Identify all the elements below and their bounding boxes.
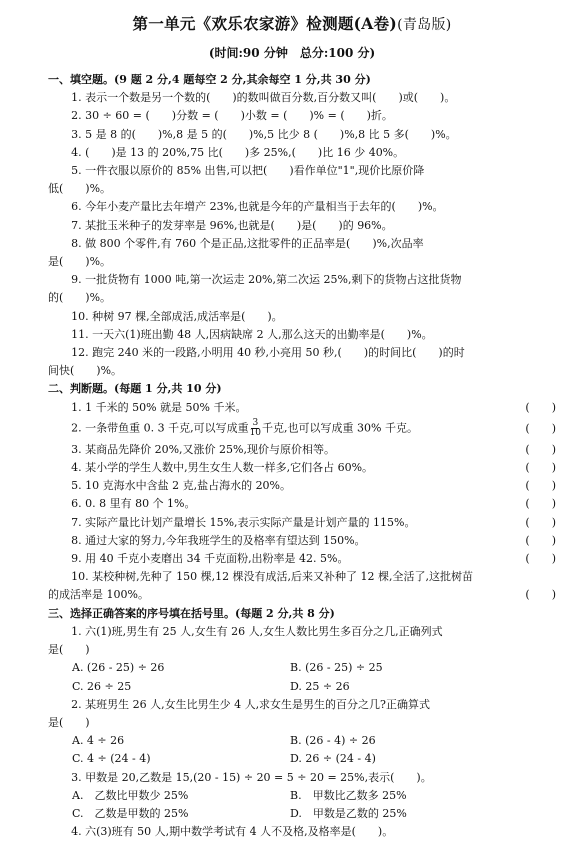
choice-q2-line1: 2. 某班男生 26 人,女生比男生少 4 人,求女生是男生的百分之几?正确算式 xyxy=(71,697,430,711)
choice-q4: 4. 六(3)班有 50 人,期中数学考试有 4 人不及格,及格率是( )。 xyxy=(71,825,394,839)
judge-item-text: 9. 用 40 千克小麦磨出 34 千克面粉,出粉率是 42. 5%。 xyxy=(71,552,349,566)
judge-item-7 xyxy=(48,514,556,532)
section3-heading: 三、选择正确答案的序号填在括号里。(每题 2 分,共 8 分) xyxy=(48,606,335,620)
answer-paren: ( ) xyxy=(525,442,556,456)
choice-q1-options xyxy=(48,659,556,695)
fill-q9-line2: 的( )%。 xyxy=(48,291,112,305)
answer-paren: ( ) xyxy=(525,497,556,511)
fraction xyxy=(250,419,261,438)
answer-paren: ( ) xyxy=(525,533,556,547)
fill-q8-line1: 8. 做 800 个零件,有 760 个是正品,这批零件的正品率是( )%,次品率 xyxy=(71,236,424,250)
answer-paren: ( ) xyxy=(525,552,556,566)
option-c: C. 乙数是甲数的 25% xyxy=(72,806,189,820)
title-main: 第一单元《欢乐农家游》检测题(A卷) xyxy=(132,14,398,33)
section1-heading: 一、填空题。(9 题 2 分,4 题每空 2 分,其余每空 1 分,共 30 分) xyxy=(48,73,371,86)
worksheet-content xyxy=(48,71,556,841)
fill-q8-line2: 是( )%。 xyxy=(48,255,112,269)
judge-item-5 xyxy=(48,477,556,495)
answer-paren: ( ) xyxy=(525,515,556,529)
judge-item-10-line1: 10. 某校种树,先种了 150 棵,12 棵没有成活,后来又补种了 12 棵,全活了,这批树苗 xyxy=(71,570,474,584)
option-d: D. 25 ÷ 26 xyxy=(290,679,350,693)
answer-paren: ( ) xyxy=(525,421,556,435)
judge-item-2 xyxy=(48,417,556,441)
fill-q5-line1: 5. 一件衣服以原价的 85% 出售,可以把( )看作单位"1",现价比原价降 xyxy=(71,164,425,178)
fraction-numerator: 3 xyxy=(252,418,259,429)
answer-paren: ( ) xyxy=(525,479,556,493)
judge-item-text: 6. 0. 8 里有 80 个 1%。 xyxy=(71,497,196,511)
choice-q1-line2: 是( ) xyxy=(48,643,90,657)
judge-item-2-tail: 千克,也可以写成重 30% 千克。 xyxy=(262,421,418,435)
fill-q1: 1. 表示一个数是另一个数的( )的数叫做百分数,百分数又叫( )或( )。 xyxy=(71,91,456,105)
answer-paren: ( ) xyxy=(525,400,556,414)
title-edition: (青岛版) xyxy=(397,17,452,33)
judge-item-text: 5. 10 克海水中含盐 2 克,盐占海水的 20%。 xyxy=(71,479,292,493)
fill-q3: 3. 5 是 8 的( )%,8 是 5 的( )%,5 比少 8 ( )%,8 比 5 多( )%。 xyxy=(71,127,457,141)
choice-q3: 3. 甲数是 20,乙数是 15,(20 - 15) ÷ 20 = 5 ÷ 20 = 25%,表示( )。 xyxy=(71,770,432,784)
judge-item-text: 4. 某小学的学生人数中,男生女生人数一样多,它们各占 60%。 xyxy=(71,461,374,475)
fill-q5-line2: 低( )%。 xyxy=(48,182,112,196)
fill-q7: 7. 某批玉米种子的发芽率是 96%,也就是( )是( )的 96%。 xyxy=(71,218,393,232)
option-a: A. 4 ÷ 26 xyxy=(72,734,125,748)
section2-heading: 二、判断题。(每题 1 分,共 10 分) xyxy=(48,382,222,396)
judge-item-6 xyxy=(48,495,556,513)
judge-item-1 xyxy=(48,399,556,417)
judge-item-text: 3. 某商品先降价 20%,又涨价 25%,现价与原价相等。 xyxy=(71,442,335,456)
exam-meta: (时间:90 分钟 总分:100 分) xyxy=(208,46,376,60)
option-b: B. (26 - 4) ÷ 26 xyxy=(290,734,376,748)
option-c: C. 4 ÷ (24 - 4) xyxy=(72,752,151,766)
choice-q2-options xyxy=(48,732,556,768)
page-title xyxy=(0,12,584,34)
fill-q4: 4. ( )是 13 的 20%,75 比( )多 25%,( )比 16 少 40%。 xyxy=(71,145,405,159)
answer-paren: ( ) xyxy=(525,461,556,475)
fill-q6: 6. 今年小麦产量比去年增产 23%,也就是今年的产量相当于去年的( )%。 xyxy=(71,200,444,214)
fraction-denominator: 10 xyxy=(249,428,262,439)
judge-item-8 xyxy=(48,532,556,550)
option-d: D. 26 ÷ (24 - 4) xyxy=(290,752,376,766)
judge-item-text: 7. 实际产量比计划产量增长 15%,表示实际产量是计划产量的 115%。 xyxy=(71,515,416,529)
judge-item-3 xyxy=(48,441,556,459)
choice-q1-line1: 1. 六(1)班,男生有 25 人,女生有 26 人,女生人数比男生多百分之几,正确列式 xyxy=(71,624,443,638)
judge-item-text: 的成活率是 100%。 xyxy=(48,588,149,602)
judge-item-10-line2 xyxy=(48,586,556,604)
fill-q9-line1: 9. 一批货物有 1000 吨,第一次运走 20%,第二次运 25%,剩下的货物占这批货物 xyxy=(71,273,462,287)
option-d: D. 甲数是乙数的 25% xyxy=(290,806,407,820)
choice-q3-options xyxy=(48,787,556,823)
fill-q2: 2. 30 ÷ 60 = ( )分数 = ( )小数 = ( )% = ( )折。 xyxy=(71,109,393,123)
fill-q12-line1: 12. 跑完 240 米的一段路,小明用 40 秒,小亮用 50 秒,( )的时间比( )的时 xyxy=(71,346,465,360)
option-b: B. (26 - 25) ÷ 25 xyxy=(290,661,383,675)
option-a: A. (26 - 25) ÷ 26 xyxy=(72,661,165,675)
judge-item-text: 1. 1 千米的 50% 就是 50% 千米。 xyxy=(71,400,247,414)
judge-item-text: 8. 通过大家的努力,今年我班学生的及格率有望达到 150%。 xyxy=(71,533,366,547)
judge-item-text xyxy=(48,419,504,438)
fill-q10: 10. 种树 97 棵,全部成活,成活率是( )。 xyxy=(71,309,283,323)
option-a: A. 乙数比甲数少 25% xyxy=(72,788,189,802)
answer-paren: ( ) xyxy=(525,588,556,602)
choice-q2-line2: 是( ) xyxy=(48,715,90,729)
option-b: B. 甲数比乙数多 25% xyxy=(290,788,407,802)
fill-q11: 11. 一天六(1)班出勤 48 人,因病缺席 2 人,那么这天的出勤率是( )%。 xyxy=(71,327,433,341)
judge-item-2-head: 2. 一条带鱼重 0. 3 千克,可以写成重 xyxy=(71,421,249,435)
judge-item-4 xyxy=(48,459,556,477)
judge-item-9 xyxy=(48,550,556,568)
fill-q12-line2: 间快( )%。 xyxy=(48,364,123,378)
option-c: C. 26 ÷ 25 xyxy=(72,679,132,693)
